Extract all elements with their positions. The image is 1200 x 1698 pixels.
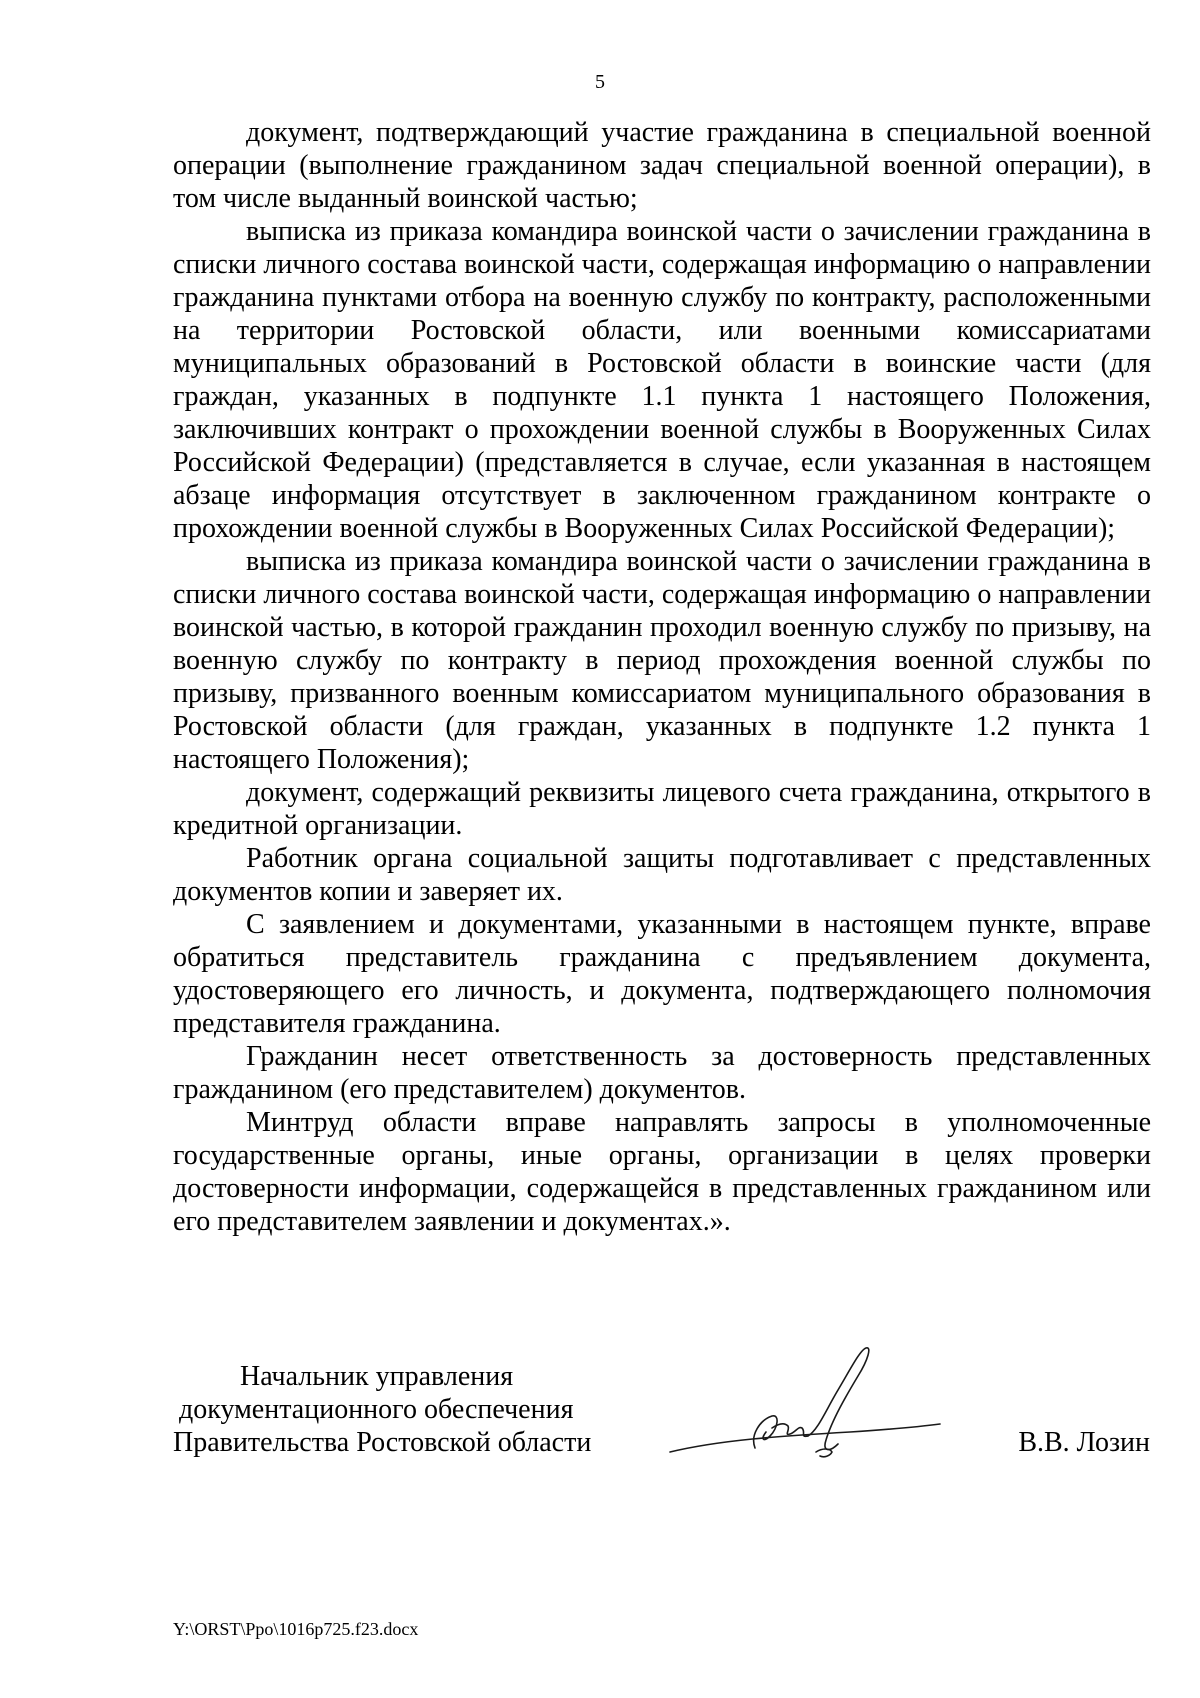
paragraph: Работник органа социальной защиты подготавливает с представленных документов копии и заверяет их. [173,843,1151,907]
paragraph: выписка из приказа командира воинской части о зачислении гражданина в списки личного состава воинской части, содержащая информацию о направлении воинской частью, в которой гражданин проходил военную службу по призыву, на военную службу по контракту в период прохождения военной службы по призыву, призванного военным комиссариатом муниципального образования в Ростовской области (для граждан, указанных в подпункте 1.2 пункта 1 настоящего Положения); [173,546,1151,775]
file-path: Y:\ORST\Ppo\1016p725.f23.docx [173,1619,419,1639]
paragraph: документ, содержащий реквизиты лицевого счета гражданина, открытого в кредитной организации. [173,777,1151,841]
page-number: 5 [595,71,605,93]
signatory-name: В.В. Лозин [1018,1427,1150,1458]
paragraph: выписка из приказа командира воинской части о зачислении гражданина в списки личного состава воинской части, содержащая информацию о направлении гражданина пунктами отбора на военную службу по контракту, расположенными на территории Ростовской области, или военными комиссариатами муниципальных образований в Ростовской области в воинские части (для граждан, указанных в подпункте 1.1 пункта 1 настоящего Положения, заключивших контракт о прохождении военной службы в Вооруженных Силах Российской Федерации) (представляется в случае, если указанная в настоящем абзаце информация отсутствует в заключенном гражданином контракте о прохождении военной службы в Вооруженных Силах Российской Федерации); [173,216,1151,544]
paragraph: Гражданин несет ответственность за достоверность представленных гражданином (его представителем) документов. [173,1041,1151,1105]
document-body [173,116,1151,1238]
signatory-title-line: Правительства Ростовской области [173,1427,592,1458]
paragraph: документ, подтверждающий участие гражданина в специальной военной операции (выполнение гражданином задач специальной военной операции), в том числе выданный воинской частью; [173,117,1151,214]
signatory-title-line: Начальник управления [240,1361,514,1392]
paragraph: Минтруд области вправе направлять запросы в уполномоченные государственные органы, иные органы, организации в целях проверки достоверности информации, содержащейся в представленных гражданином или его представителем заявлении и документах.». [173,1107,1151,1237]
handwritten-signature [660,1340,960,1470]
signatory-title-line: документационного обеспечения [179,1394,574,1425]
paragraph: С заявлением и документами, указанными в настоящем пункте, вправе обратиться представитель гражданина с предъявлением документа, удостоверяющего его личность, и документа, подтверждающего полномочия представителя гражданина. [173,909,1151,1039]
signatory-title [173,1360,591,1459]
